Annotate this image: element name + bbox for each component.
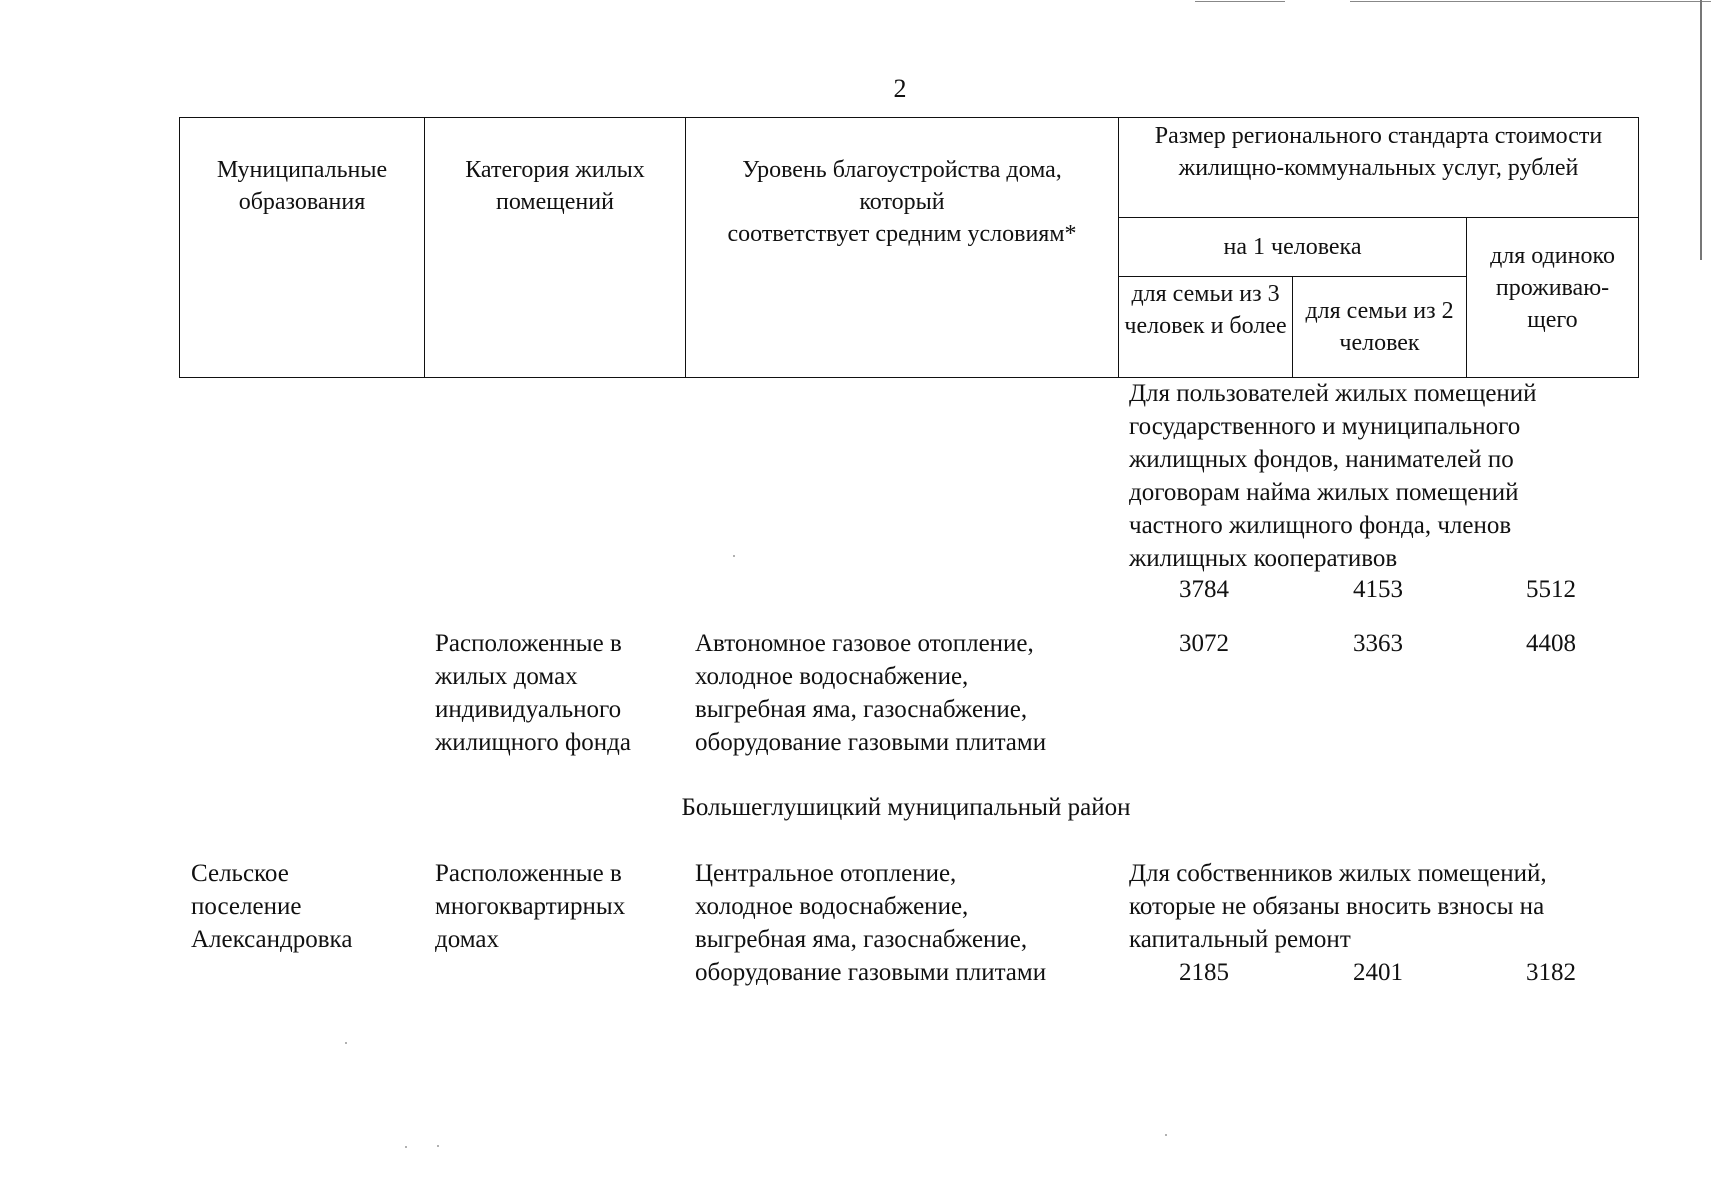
scan-speck — [733, 555, 735, 557]
header-single-label: для одиноко проживаю-щего — [1490, 243, 1615, 333]
header-municipal — [180, 118, 425, 378]
header-size — [1119, 118, 1639, 218]
users-note: Для пользователей жилых помещений государственного и муниципального жилищных фондов, нанимателей по договорам найма жилых помещений частного жилищного фонда, членов жилищных кооперативов — [1129, 380, 1537, 572]
header-single — [1467, 218, 1639, 378]
page-number: 2 — [893, 74, 907, 103]
header-category-label: Категория жилых помещений — [465, 157, 645, 215]
scan-edge-right — [1700, 0, 1702, 260]
header-family2-label: для семьи из 2 человек — [1305, 298, 1454, 356]
scan-edge-top-2 — [1350, 1, 1711, 2]
value-single: 4408 — [1526, 630, 1576, 657]
category-apartment: Расположенные в многоквартирных домах — [435, 860, 626, 953]
category-individual: Расположенные в жилых домах индивидуального жилищного фонда — [435, 630, 631, 756]
table-header — [179, 117, 1639, 378]
owners-note: Для собственников жилых помещений, которые не обязаны вносить взносы на капитальный ремонт — [1129, 860, 1547, 953]
header-category — [425, 118, 686, 378]
header-per-person — [1119, 218, 1467, 277]
header-size-label: Размер регионального стандарта стоимости жилищно-коммунальных услуг, рублей — [1154, 123, 1603, 181]
header-family3 — [1119, 277, 1293, 378]
header-municipal-label: Муниципальные образования — [216, 157, 388, 215]
municipal-alexandrovka: Сельское поселение Александровка — [191, 860, 353, 953]
scan-speck — [345, 1042, 347, 1044]
level-individual: Автономное газовое отопление, холодное водоснабжение, выгребная яма, газоснабжение, оборудование газовыми плитами — [695, 630, 1047, 756]
value-single: 3182 — [1526, 959, 1576, 986]
header-family3-label: для семьи из 3 человек и более — [1124, 281, 1287, 339]
district-title: Большеглушицкий муниципальный район — [681, 794, 1131, 821]
value-family2: 4153 — [1353, 576, 1403, 603]
scan-edge-top-1 — [1195, 1, 1285, 2]
value-single: 5512 — [1526, 576, 1576, 603]
header-level — [686, 118, 1119, 378]
scan-speck — [405, 1146, 407, 1148]
header-per-person-label: на 1 человека — [1223, 234, 1362, 260]
header-level-label: Уровень благоустройства дома, который соответствует средним условиям* — [727, 157, 1077, 247]
value-family3: 3784 — [1179, 576, 1229, 603]
scan-speck — [437, 1145, 439, 1147]
value-family2: 3363 — [1353, 630, 1403, 657]
level-apartment: Центральное отопление, холодное водоснабжение, выгребная яма, газоснабжение, оборудование газовыми плитами — [695, 860, 1047, 986]
header-family2 — [1293, 277, 1467, 378]
scan-speck — [1165, 1134, 1167, 1136]
value-family3: 3072 — [1179, 630, 1229, 657]
value-family3: 2185 — [1179, 959, 1229, 986]
value-family2: 2401 — [1353, 959, 1403, 986]
